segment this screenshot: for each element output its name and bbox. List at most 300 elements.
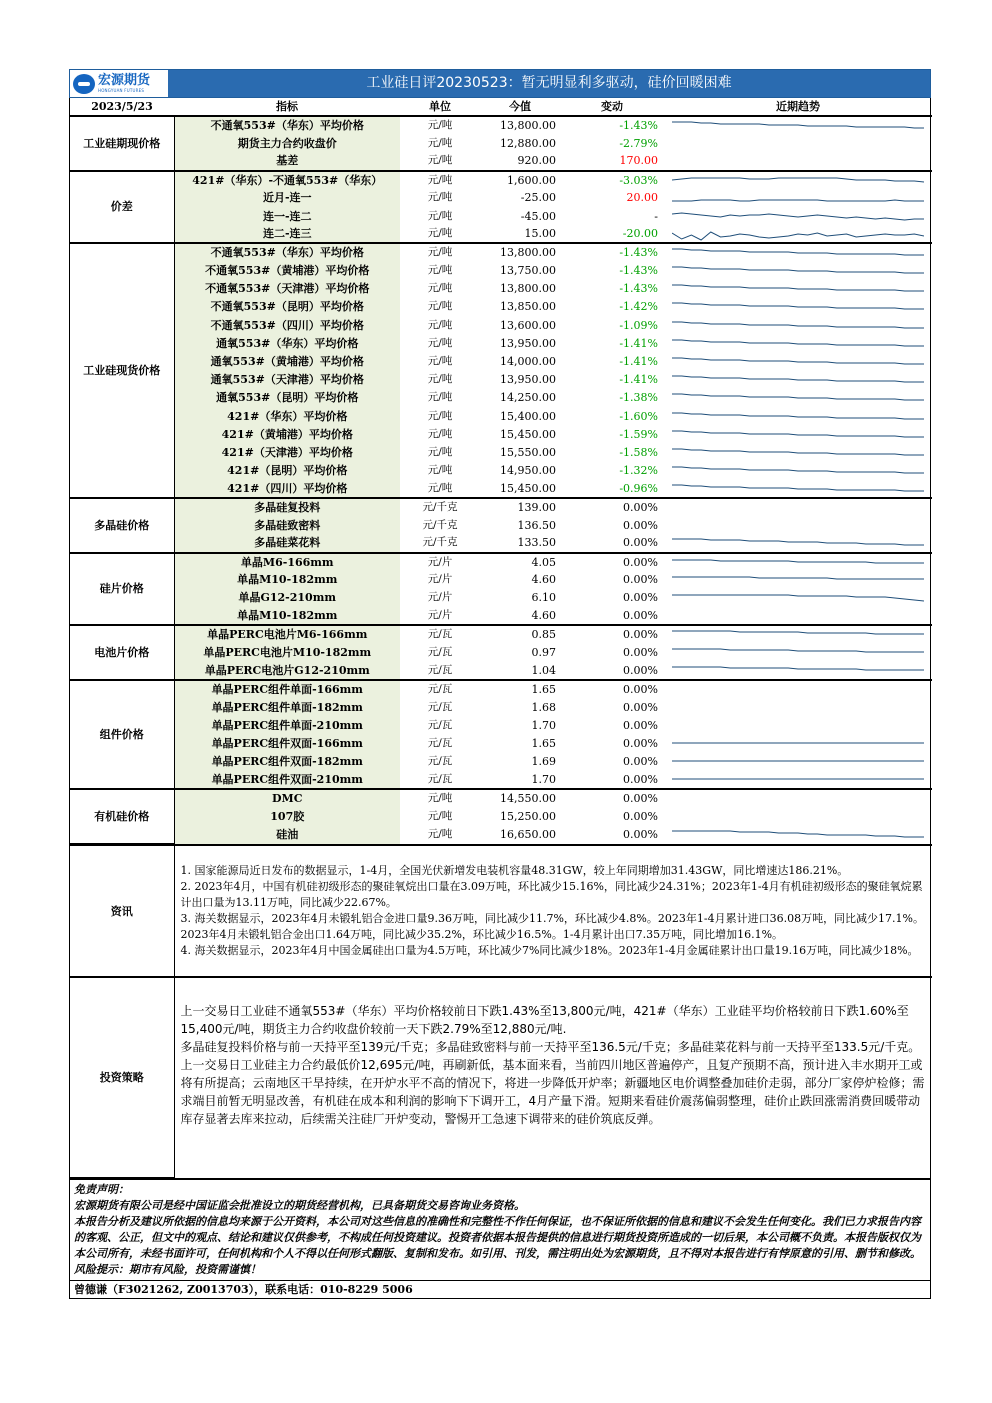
table-header-row <box>70 98 932 116</box>
change-cell: 0.00% <box>560 789 664 807</box>
change-cell: 0.00% <box>560 680 664 698</box>
table-row <box>70 443 932 461</box>
table-row <box>70 425 932 443</box>
group-label: 工业硅现货价格 <box>70 243 174 498</box>
value-cell: 1.04 <box>531 663 556 677</box>
change-cell: 0.00% <box>623 663 658 677</box>
value-cell: 13,950.00 <box>500 336 556 350</box>
trend-sparkline-cell <box>664 534 932 552</box>
table-row <box>70 225 932 243</box>
trend-sparkline <box>672 117 924 134</box>
trend-sparkline <box>672 444 924 461</box>
change-cell: 0.00% <box>623 536 658 550</box>
table-row <box>70 207 932 225</box>
disclaimer <box>70 1178 930 1280</box>
table-row <box>70 734 932 752</box>
group-label: 硅片价格 <box>70 553 174 626</box>
value-cell: 13,800.00 <box>480 243 560 261</box>
trend-sparkline-cell <box>664 134 932 152</box>
change-cell: -1.41% <box>619 336 658 350</box>
change-cell: -1.43% <box>560 116 664 134</box>
trend-line <box>672 122 924 128</box>
trend-sparkline-cell <box>664 498 932 516</box>
trend-sparkline <box>672 208 924 225</box>
value-cell: 1,600.00 <box>480 171 560 189</box>
unit-cell: 元/吨 <box>427 227 453 240</box>
value-cell: 1.68 <box>531 700 556 714</box>
indicator-name: 通氧553#（天津港）平均价格 <box>174 371 400 389</box>
trend-sparkline-cell <box>664 516 932 534</box>
table-row <box>70 698 932 716</box>
strategy-label: 投资策略 <box>70 977 174 1177</box>
table-row <box>70 407 932 425</box>
table-row <box>70 571 932 589</box>
trend-sparkline <box>672 771 924 788</box>
unit-cell: 元/吨 <box>427 481 453 494</box>
news-content <box>174 845 932 977</box>
indicator-name: 单晶M6-166mm <box>174 553 400 571</box>
change-cell: -0.96% <box>619 481 658 495</box>
company-logo <box>70 70 168 97</box>
table-row <box>70 589 932 607</box>
indicator-name: 单晶PERC电池片G12-210mm <box>174 662 400 680</box>
indicator-name: 421#（黄埔港）平均价格 <box>174 425 400 443</box>
logo-english: HONGYUAN FUTURES <box>98 88 145 93</box>
strategy-content <box>174 977 932 1177</box>
trend-sparkline-cell <box>664 680 932 698</box>
change-cell: 0.00% <box>623 518 658 532</box>
news-section <box>70 845 932 977</box>
value-cell: 13,800.00 <box>480 116 560 134</box>
indicator-name: 单晶PERC电池片M10-182mm <box>174 643 400 661</box>
change-cell: -2.79% <box>619 136 658 150</box>
table-row <box>70 316 932 334</box>
trend-sparkline <box>672 244 924 261</box>
unit-cell: 元/瓦 <box>427 772 453 785</box>
trend-line <box>672 232 924 240</box>
change-cell: -1.42% <box>619 300 658 314</box>
table-row <box>70 152 932 170</box>
value-cell: 1.70 <box>531 718 556 732</box>
news-item: 2. 2023年4月，中国有机硅初级形态的聚硅氧烷出口量在3.09万吨，环比减少15.16%，同比减少24.31%；2023年1-4月有机硅初级形态的聚硅氧烷累计出口量为13.11万吨，同比减少22.67%。 <box>180 880 923 909</box>
change-cell: 0.00% <box>623 646 658 660</box>
unit-cell: 元/瓦 <box>427 700 453 713</box>
change-cell: 0.00% <box>623 736 658 750</box>
indicator-name: 单晶PERC组件单面-210mm <box>174 716 400 734</box>
trend-sparkline-cell <box>664 207 932 225</box>
trend-line <box>672 467 924 473</box>
unit-cell: 元/吨 <box>427 191 453 204</box>
table-row <box>70 771 932 789</box>
table-row <box>70 116 932 134</box>
value-cell: 139.00 <box>480 498 560 516</box>
trend-line <box>672 178 924 182</box>
indicator-name: 多晶硅致密料 <box>174 516 400 534</box>
indicator-name: 期货主力合约收盘价 <box>174 134 400 152</box>
table-row <box>70 716 932 734</box>
trend-sparkline <box>672 826 924 843</box>
trend-sparkline <box>672 571 924 588</box>
change-cell: 20.00 <box>626 191 658 205</box>
trend-line <box>672 631 924 634</box>
news-item: 4. 海关数据显示，2023年4月中国金属硅出口量为4.5万吨，环比减少7%同比减少18%。2023年1-4月金属硅累计出口量19.16万吨，同比减少18%。 <box>180 944 919 957</box>
value-cell: 15,250.00 <box>500 809 556 823</box>
trend-line <box>672 413 924 419</box>
unit-cell: 元/吨 <box>427 355 453 368</box>
indicator-name: 不通氧553#（天津港）平均价格 <box>174 280 400 298</box>
change-cell: 0.00% <box>623 718 658 732</box>
indicator-name: 基差 <box>174 152 400 170</box>
indicator-name: 421#（天津港）平均价格 <box>174 443 400 461</box>
change-cell: -1.38% <box>619 391 658 405</box>
trend-sparkline-cell <box>664 807 932 825</box>
value-cell: 15,450.00 <box>500 427 556 441</box>
trend-line <box>672 285 924 291</box>
table-row <box>70 789 932 807</box>
trend-sparkline <box>672 626 924 643</box>
table-row <box>70 807 932 825</box>
disclaimer-body: 本报告分析及建议所依据的信息均来源于公开资料，本公司对这些信息的准确性和完整性不作任何保证，也不保证所依据的信息和建议不会发生任何变化。我们已力求报告内容的客观、公正，但文中的观点、结论和建议仅供参考，不构成任何投资建议。投资者依据本报告提供的信息进行期货投资所造成的一切后果，本公司概不负责。本报告版权仅为本公司所有，未经书面许可，任何机构和个人不得以任何形式翻版、复制和发布。如引用、刊发，需注明出处为宏源期货，且不得对本报告进行有悖原意的引用、删节和修改。 <box>74 1214 921 1260</box>
table-row <box>70 480 932 498</box>
indicator-name: 单晶M10-182mm <box>174 571 400 589</box>
trend-sparkline-cell <box>664 643 932 661</box>
change-cell: 0.00% <box>623 591 658 605</box>
unit-cell: 元/吨 <box>400 171 480 189</box>
trend-sparkline <box>672 662 924 679</box>
news-item: 3. 海关数据显示，2023年4月未锻轧铝合金进口量9.36万吨，同比减少11.7%，环比减少4.8%。2023年1-4月累计进口36.08万吨，同比减少17.1%。2023年4月未锻轧铝合金出口1.64万吨，同比减少35.2%，环比减少16.5%。1-4月累计出口7.35万吨，同比增加16.1%。 <box>180 912 925 941</box>
value-cell: 13,950.00 <box>500 373 556 387</box>
strategy-section <box>70 977 932 1177</box>
trend-sparkline-cell <box>664 371 932 389</box>
indicator-name: 单晶M10-182mm <box>174 607 400 625</box>
value-cell: 0.85 <box>480 625 560 643</box>
unit-cell: 元/瓦 <box>427 663 453 676</box>
news-item: 1. 国家能源局近日发布的数据显示，1-4月，全国光伏新增发电装机容量48.31GW，较上年同期增加31.43GW，同比增速达186.21%。 <box>180 864 849 877</box>
change-cell: 0.00% <box>560 498 664 516</box>
unit-cell: 元/片 <box>427 591 453 604</box>
trend-line <box>672 376 924 382</box>
table-row <box>70 462 932 480</box>
indicator-name: 421#（华东）平均价格 <box>174 407 400 425</box>
indicator-name: 单晶PERC组件双面-210mm <box>174 771 400 789</box>
indicator-name: 421#（昆明）平均价格 <box>174 462 400 480</box>
change-cell: -1.09% <box>619 318 658 332</box>
change-cell: -1.43% <box>619 282 658 296</box>
disclaimer-qualification: 宏源期货有限公司是经中国证监会批准设立的期货经营机构，已具备期货交易咨询业务资格。 <box>74 1198 525 1212</box>
trend-line <box>672 431 924 437</box>
indicator-name: 多晶硅菜花料 <box>174 534 400 552</box>
value-cell: -45.00 <box>520 209 556 223</box>
table-row <box>70 389 932 407</box>
unit-cell: 元/吨 <box>427 409 453 422</box>
trend-sparkline-cell <box>664 316 932 334</box>
change-cell: -1.58% <box>619 445 658 459</box>
trend-line <box>672 595 924 601</box>
trend-sparkline <box>672 480 924 497</box>
trend-line <box>672 267 924 273</box>
trend-sparkline-cell <box>664 189 932 207</box>
strategy-paragraph: 上一交易日工业硅不通氧553#（华东）平均价格较前日下跌1.43%至13,800元/吨，421#（华东）工业硅平均价格较前日下跌1.60%至15,400元/吨，期货主力合约收盘价较前一天下跌2.79%至12,880元/吨. <box>180 1004 909 1036</box>
indicator-name: 不通氧553#（四川）平均价格 <box>174 316 400 334</box>
report-title: 工业硅日评20230523：暂无明显利多驱动，硅价回暖困难 <box>366 75 732 91</box>
unit-cell: 元/千克 <box>422 518 458 531</box>
trend-sparkline <box>672 280 924 297</box>
trend-sparkline <box>672 462 924 479</box>
value-cell: 1.70 <box>531 772 556 786</box>
table-row <box>70 516 932 534</box>
text-sections <box>70 844 932 1178</box>
unit-cell: 元/片 <box>400 553 480 571</box>
indicator-name: 连二-连三 <box>174 225 400 243</box>
change-cell: -20.00 <box>622 227 658 241</box>
table-row <box>70 334 932 352</box>
value-cell: 14,250.00 <box>500 391 556 405</box>
col-value: 今值 <box>480 98 560 116</box>
table-row <box>70 243 932 261</box>
change-cell: 0.00% <box>623 827 658 841</box>
trend-line <box>672 539 924 545</box>
change-cell: 0.00% <box>623 772 658 786</box>
trend-line <box>672 831 924 837</box>
indicator-name: DMC <box>174 789 400 807</box>
trend-sparkline-cell <box>664 589 932 607</box>
trend-sparkline-cell <box>664 171 932 189</box>
indicator-name: 单晶G12-210mm <box>174 589 400 607</box>
change-cell: 0.00% <box>623 609 658 623</box>
trend-line <box>672 667 924 670</box>
trend-line <box>672 303 924 309</box>
table-row <box>70 607 932 625</box>
unit-cell: 元/瓦 <box>400 625 480 643</box>
value-cell: 136.50 <box>517 518 556 532</box>
value-cell: 13,600.00 <box>500 318 556 332</box>
indicator-name: 通氧553#（昆明）平均价格 <box>174 389 400 407</box>
table-row <box>70 625 932 643</box>
unit-cell: 元/吨 <box>427 809 453 822</box>
unit-cell: 元/吨 <box>427 136 453 149</box>
trend-line <box>672 649 924 652</box>
value-cell: 6.10 <box>531 591 556 605</box>
value-cell: 1.69 <box>531 755 556 769</box>
trend-sparkline-cell <box>664 262 932 280</box>
group-label: 有机硅价格 <box>70 789 174 844</box>
trend-line <box>672 485 924 491</box>
report-date: 2023/5/23 <box>70 98 174 116</box>
table-row <box>70 280 932 298</box>
trend-line <box>672 449 924 455</box>
group-label: 工业硅期现价格 <box>70 116 174 171</box>
value-cell: 13,750.00 <box>500 264 556 278</box>
trend-sparkline <box>672 389 924 406</box>
value-cell: 14,000.00 <box>500 355 556 369</box>
unit-cell: 元/吨 <box>427 209 453 222</box>
indicator-name: 421#（华东）-不通氧553#（华东） <box>174 171 400 189</box>
trend-line <box>672 249 924 255</box>
table-row <box>70 643 932 661</box>
change-cell: -1.43% <box>619 264 658 278</box>
unit-cell: 元/吨 <box>427 336 453 349</box>
trend-sparkline-cell <box>664 825 932 843</box>
value-cell: 920.00 <box>517 154 556 168</box>
value-cell: 133.50 <box>517 536 556 550</box>
change-cell: 0.00% <box>623 573 658 587</box>
trend-sparkline-cell <box>664 425 932 443</box>
table-row <box>70 298 932 316</box>
indicator-name: 硅油 <box>174 825 400 843</box>
col-indicator: 指标 <box>174 98 400 116</box>
table-row <box>70 680 932 698</box>
trend-line <box>672 213 924 220</box>
trend-sparkline-cell <box>664 352 932 370</box>
trend-sparkline-cell <box>664 607 932 625</box>
trend-sparkline <box>672 335 924 352</box>
value-cell: 15,450.00 <box>500 481 556 495</box>
trend-sparkline <box>672 589 924 606</box>
unit-cell: 元/吨 <box>427 318 453 331</box>
trend-sparkline <box>672 534 924 551</box>
value-cell: 1.65 <box>531 736 556 750</box>
col-trend: 近期趋势 <box>664 98 932 116</box>
trend-sparkline-cell <box>664 116 932 134</box>
unit-cell: 元/瓦 <box>427 646 453 659</box>
indicator-name: 421#（四川）平均价格 <box>174 480 400 498</box>
trend-sparkline <box>672 426 924 443</box>
change-cell: -1.43% <box>560 243 664 261</box>
trend-sparkline <box>672 172 924 189</box>
value-cell: 4.60 <box>531 609 556 623</box>
unit-cell: 元/瓦 <box>427 718 453 731</box>
trend-sparkline-cell <box>664 753 932 771</box>
table-row <box>70 189 932 207</box>
trend-sparkline-cell <box>664 443 932 461</box>
group-label: 多晶硅价格 <box>70 498 174 553</box>
change-cell: -1.32% <box>619 464 658 478</box>
table-row <box>70 352 932 370</box>
change-cell: 0.00% <box>560 553 664 571</box>
trend-sparkline-cell <box>664 571 932 589</box>
table-row <box>70 553 932 571</box>
risk-warning: 风险提示：期市有风险，投资需谨慎！ <box>74 1262 261 1276</box>
unit-cell: 元/吨 <box>427 445 453 458</box>
trend-sparkline-cell <box>664 716 932 734</box>
value-cell: 13,850.00 <box>500 300 556 314</box>
indicator-name: 连一-连二 <box>174 207 400 225</box>
table-row <box>70 371 932 389</box>
value-cell: -25.00 <box>520 191 556 205</box>
trend-sparkline <box>672 554 924 571</box>
trend-sparkline-cell <box>664 734 932 752</box>
trend-sparkline-cell <box>664 480 932 498</box>
trend-sparkline <box>672 225 924 242</box>
group-label: 组件价格 <box>70 680 174 789</box>
trend-sparkline <box>672 298 924 315</box>
trend-sparkline-cell <box>664 625 932 643</box>
indicator-name: 不通氧553#（昆明）平均价格 <box>174 298 400 316</box>
value-cell: 15,400.00 <box>500 409 556 423</box>
trend-sparkline-cell <box>664 280 932 298</box>
indicator-name: 通氧553#（黄埔港）平均价格 <box>174 352 400 370</box>
change-cell: -1.41% <box>619 355 658 369</box>
unit-cell: 元/吨 <box>427 282 453 295</box>
trend-sparkline-cell <box>664 243 932 261</box>
group-label: 价差 <box>70 171 174 244</box>
indicator-name: 不通氧553#（华东）平均价格 <box>174 243 400 261</box>
indicator-name: 107胶 <box>174 807 400 825</box>
trend-sparkline-cell <box>664 662 932 680</box>
trend-sparkline <box>672 735 924 752</box>
trend-sparkline-cell <box>664 334 932 352</box>
change-cell: -1.41% <box>619 373 658 387</box>
report-sheet <box>69 69 931 1299</box>
unit-cell: 元/瓦 <box>427 755 453 768</box>
value-cell: 4.05 <box>480 553 560 571</box>
table-row <box>70 262 932 280</box>
indicator-name: 通氧553#（华东）平均价格 <box>174 334 400 352</box>
trend-line <box>672 322 924 328</box>
trend-sparkline-cell <box>664 789 932 807</box>
unit-cell: 元/吨 <box>427 464 453 477</box>
trend-line <box>672 394 924 400</box>
logo-icon <box>73 74 95 94</box>
unit-cell: 元/吨 <box>427 827 453 840</box>
analyst-contact: 曾德谦（F3021262, Z0013703），联系电话：010-8229 5006 <box>70 1280 930 1298</box>
strategy-paragraph: 上一交易日工业硅主力合约最低价12,695元/吨，再刷新低，基本面来看，当前四川地区普遍停产，且复产预期不高，预计进入丰水期开工或将有所提高；云南地区干旱持续，在开炉水平不高的情况下，将进一步降低开炉率；新疆地区电价调整叠加硅价走弱，部分厂家停炉检修；需求端目前暂无明显改善，有机硅在成本和利润的影响下下调开工，4月产量下滑。短期来看硅价震荡偏弱整理，硅价止跌回涨需消费回暖带动库存显著去库来拉动，后续需关注硅厂开炉变动，警惕开工急速下调带来的硅价筑底反弹。 <box>180 1058 925 1126</box>
unit-cell: 元/吨 <box>427 300 453 313</box>
logo-name: 宏源期货 <box>98 73 151 88</box>
indicator-name: 多晶硅复投料 <box>174 498 400 516</box>
table-row <box>70 534 932 552</box>
change-cell: -1.59% <box>619 427 658 441</box>
unit-cell: 元/千克 <box>400 498 480 516</box>
col-change: 变动 <box>560 98 664 116</box>
price-table <box>70 98 932 844</box>
trend-sparkline-cell <box>664 407 932 425</box>
trend-sparkline-cell <box>664 698 932 716</box>
trend-sparkline <box>672 644 924 661</box>
change-cell: 170.00 <box>619 154 658 168</box>
trend-sparkline <box>672 408 924 425</box>
disclaimer-title: 免责声明： <box>74 1182 129 1196</box>
trend-sparkline <box>672 353 924 370</box>
indicator-name: 不通氧553#（华东）平均价格 <box>174 116 400 134</box>
unit-cell: 元/吨 <box>427 373 453 386</box>
trend-line <box>672 577 924 579</box>
trend-sparkline-cell <box>664 152 932 170</box>
indicator-name: 近月-连一 <box>174 189 400 207</box>
indicator-name: 单晶PERC组件双面-182mm <box>174 753 400 771</box>
trend-sparkline-cell <box>664 553 932 571</box>
report-body <box>69 98 931 1299</box>
trend-sparkline-cell <box>664 462 932 480</box>
indicator-name: 单晶PERC组件单面-182mm <box>174 698 400 716</box>
unit-cell: 元/吨 <box>427 391 453 404</box>
change-cell: - <box>654 209 658 223</box>
table-row <box>70 171 932 189</box>
unit-cell: 元/瓦 <box>427 736 453 749</box>
value-cell: 15,550.00 <box>500 445 556 459</box>
indicator-name: 单晶PERC组件单面-166mm <box>174 680 400 698</box>
indicator-name: 单晶PERC电池片M6-166mm <box>174 625 400 643</box>
trend-sparkline-cell <box>664 389 932 407</box>
table-row <box>70 662 932 680</box>
change-cell: 0.00% <box>623 700 658 714</box>
indicator-name: 单晶PERC组件双面-166mm <box>174 734 400 752</box>
col-unit: 单位 <box>400 98 480 116</box>
value-cell: 16,650.00 <box>500 827 556 841</box>
unit-cell: 元/吨 <box>427 427 453 440</box>
trend-sparkline-cell <box>664 298 932 316</box>
unit-cell: 元/瓦 <box>400 680 480 698</box>
